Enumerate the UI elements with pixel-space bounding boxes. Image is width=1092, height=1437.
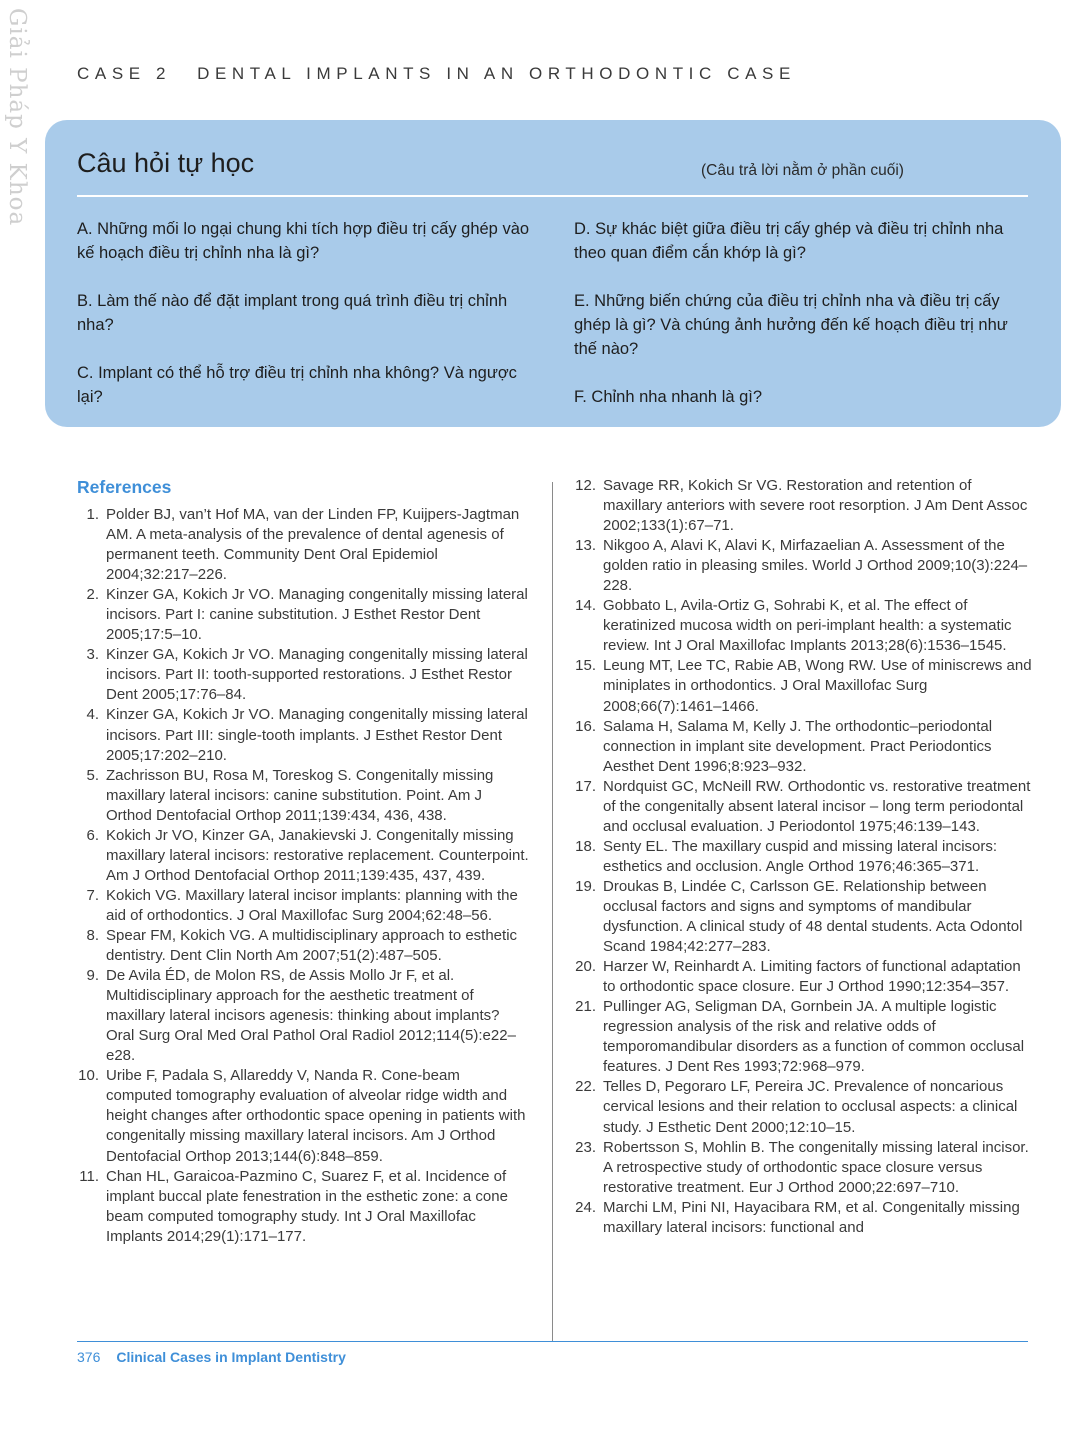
page-footer <box>77 1349 346 1365</box>
reference-item <box>77 926 529 966</box>
questions-divider <box>77 195 1028 197</box>
reference-item <box>77 705 529 765</box>
reference-number: 17. <box>575 777 596 795</box>
reference-text: Kinzer GA, Kokich Jr VO. Managing congenitally missing lateral incisors. Part II: tooth-supported restorations. J Esthet Restor Dent 2005;17:76–84. <box>106 646 528 704</box>
reference-text: Savage RR, Kokich Sr VG. Restoration and retention of maxillary anteriors with severe root resorption. J Am Dent Assoc 2002;133(1):67–71. <box>603 477 1028 535</box>
reference-item <box>77 645 529 705</box>
chapter-title: DENTAL IMPLANTS IN AN ORTHODONTIC CASE <box>197 64 796 83</box>
reference-text: Zachrisson BU, Rosa M, Toreskog S. Congenitally missing maxillary lateral incisors: canine substitution. Point. Am J Orthod Dentofacial Orthop 2011;139:434, 436, 438. <box>106 766 494 824</box>
reference-item <box>574 1198 1032 1238</box>
reference-item <box>574 656 1032 716</box>
reference-number: 12. <box>575 477 596 494</box>
reference-number: 6. <box>86 826 99 844</box>
reference-item <box>77 1066 529 1166</box>
reference-text: Senty EL. The maxillary cuspid and missing lateral incisors: esthetics and occlusion. Angle Orthod 1976;46:365–371. <box>603 837 998 875</box>
reference-item <box>77 1167 529 1247</box>
reference-text: Nordquist GC, McNeill RW. Orthodontic vs. restorative treatment of the congenitally absent lateral incisor – long term periodontal and occlusal evaluation. J Periodontol 1975;46:139–143. <box>603 777 1031 835</box>
references-right-column <box>574 476 1032 1238</box>
reference-item <box>574 476 1032 536</box>
reference-text: Harzer W, Reinhardt A. Limiting factors of functional adaptation to orthodontic space closure. Eur J Orthod 1990;12:354–357. <box>603 958 1021 996</box>
question-b: B. Làm thế nào để đặt implant trong quá trình điều trị chỉnh nha? <box>77 292 508 334</box>
reference-number: 4. <box>86 706 99 724</box>
reference-text: Kinzer GA, Kokich Jr VO. Managing congenitally missing lateral incisors. Part I: canine substitution. J Esthet Restor Dent 2005;17:5–10. <box>106 586 528 644</box>
reference-item <box>77 505 529 585</box>
reference-item <box>574 777 1032 837</box>
reference-number: 20. <box>575 958 596 976</box>
references-left-column <box>77 505 529 1247</box>
reference-number: 3. <box>86 646 99 664</box>
reference-item <box>574 997 1032 1077</box>
page-number: 376 <box>77 1349 101 1365</box>
question-a: A. Những mối lo ngại chung khi tích hợp điều trị cấy ghép vào kế hoạch điều trị chỉnh nha là gì? <box>77 220 530 262</box>
reference-text: Kokich VG. Maxillary lateral incisor implants: planning with the aid of orthodontics. J Oral Maxillofac Surg 2004;62:48–56. <box>106 886 518 924</box>
reference-number: 15. <box>575 657 596 675</box>
reference-item <box>77 886 529 926</box>
reference-item <box>574 1077 1032 1137</box>
watermark: Giải Pháp Y Khoa <box>4 8 30 227</box>
references-heading: References <box>77 477 172 497</box>
reference-number: 14. <box>575 597 596 615</box>
reference-text: Telles D, Pegoraro LF, Pereira JC. Prevalence of noncarious cervical lesions and their relation to occlusal aspects: a clinical study. J Esthetic Dent 2000;12:10–15. <box>603 1078 1018 1136</box>
column-divider <box>552 482 553 1342</box>
reference-item <box>77 585 529 645</box>
reference-text: Kinzer GA, Kokich Jr VO. Managing congenitally missing lateral incisors. Part III: single-tooth implants. J Esthet Restor Dent 2005;17:202–210. <box>106 706 528 764</box>
questions-title: Câu hỏi tự học <box>77 148 255 178</box>
reference-text: De Avila ÉD, de Molon RS, de Assis Mollo Jr F, et al. Multidisciplinary approach for the aesthetic treatment of maxillary lateral incisors agenesis: thinking about implants? Oral Surg Oral Med Oral Pathol Oral Radiol 2012;114(5):e22–e28. <box>106 967 516 1065</box>
reference-text: Droukas B, Lindée C, Carlsson GE. Relationship between occlusal factors and signs and symptoms of mandibular dysfunction. A clinical study of 48 dental students. Acta Odontol Scand 1984;42:277–283. <box>603 877 1023 956</box>
reference-text: Gobbato L, Avila-Ortiz G, Sohrabi K, et al. The effect of keratinized mucosa width on peri-implant health: a systematic review. Int J Oral Maxillofac Implants 2013;28(6):1536–1545. <box>603 597 1012 655</box>
reference-text: Uribe F, Padala S, Allareddy V, Nanda R. Cone-beam computed tomography evaluation of alveolar ridge width and height changes after orthodontic space opening in patients with congenitally missing maxillary lateral incisors. Am J Orthod Dentofacial Orthop 2013;144(6):848–859. <box>106 1067 526 1165</box>
footer-rule <box>77 1341 1028 1342</box>
question-c: C. Implant có thể hỗ trợ điều trị chỉnh nha không? Và ngược lại? <box>77 364 517 406</box>
question-f: F. Chỉnh nha nhanh là gì? <box>574 388 763 406</box>
reference-text: Kokich Jr VO, Kinzer GA, Janakievski J. Congenitally missing maxillary lateral incisors: restorative replacement. Counterpoint. Am J Orthod Dentofacial Orthop 2011;139:435, 437, 439. <box>106 826 529 884</box>
reference-text: Spear FM, Kokich VG. A multidisciplinary approach to esthetic dentistry. Dent Clin North Am 2007;51(2):487–505. <box>106 926 518 965</box>
reference-item <box>574 837 1032 877</box>
running-head <box>77 64 796 84</box>
reference-item <box>574 717 1032 777</box>
case-label: CASE 2 <box>77 64 172 83</box>
reference-text: Marchi LM, Pini NI, Hayacibara RM, et al. Congenitally missing maxillary lateral incisors: functional and <box>603 1198 1020 1236</box>
question-d: D. Sự khác biệt giữa điều trị cấy ghép và điều trị chỉnh nha theo quan điểm cắn khớp là gì? <box>574 220 1004 262</box>
book-title: Clinical Cases in Implant Dentistry <box>116 1349 346 1365</box>
reference-number: 19. <box>575 877 596 895</box>
reference-number: 8. <box>86 926 99 944</box>
questions-left-column <box>77 217 547 433</box>
reference-number: 7. <box>86 886 99 904</box>
answers-note: (Câu trả lời nằm ở phần cuối) <box>701 162 904 179</box>
reference-number: 21. <box>575 998 596 1016</box>
reference-text: Polder BJ, van’t Hof MA, van der Linden FP, Kuijpers-Jagtman AM. A meta-analysis of the prevalence of dental agenesis of permanent teeth. Community Dent Oral Epidemiol 2004;32:217–226. <box>106 506 520 584</box>
reference-item <box>574 596 1032 656</box>
reference-number: 16. <box>575 717 596 735</box>
reference-number: 10. <box>78 1067 99 1085</box>
reference-text: Salama H, Salama M, Kelly J. The orthodontic–periodontal connection in implant site development. Pract Periodontics Aesthet Dent 1996;8:923–932. <box>603 717 993 775</box>
reference-number: 5. <box>86 766 99 784</box>
reference-text: Chan HL, Garaicoa-Pazmino C, Suarez F, et al. Incidence of implant buccal plate fenestration in the esthetic zone: a cone beam computed tomography study. Int J Oral Maxillofac Implants 2014;29(1):171–177. <box>106 1167 508 1245</box>
reference-number: 2. <box>86 586 99 604</box>
reference-item <box>77 826 529 886</box>
reference-item <box>574 536 1032 596</box>
reference-item <box>77 766 529 826</box>
reference-text: Leung MT, Lee TC, Rabie AB, Wong RW. Use of miniscrews and miniplates in orthodontics. J Oral Maxillofac Surg 2008;66(7):1461–1466. <box>603 657 1032 715</box>
reference-text: Nikgoo A, Alavi K, Alavi K, Mirfazaelian A. Assessment of the golden ratio in pleasing smiles. World J Orthod 2009;10(3):224–228. <box>603 537 1028 595</box>
reference-number: 18. <box>575 837 596 855</box>
reference-item <box>574 957 1032 997</box>
reference-number: 9. <box>86 967 99 985</box>
reference-number: 11. <box>79 1167 99 1185</box>
reference-number: 23. <box>575 1138 596 1156</box>
reference-item <box>77 966 529 1066</box>
reference-number: 24. <box>575 1198 596 1216</box>
question-e: E. Những biến chứng của điều trị chỉnh nha và điều trị cấy ghép là gì? Và chúng ảnh hưởng đến kế hoạch điều trị như thế nào? <box>574 292 1008 358</box>
self-study-questions-box <box>45 120 1061 427</box>
reference-number: 22. <box>575 1078 596 1096</box>
reference-number: 13. <box>575 537 596 555</box>
reference-item <box>574 1138 1032 1198</box>
reference-text: Robertsson S, Mohlin B. The congenitally missing lateral incisor. A retrospective study of orthodontic space closure versus restorative treatment. Eur J Orthod 2000;22:697–710. <box>603 1138 1029 1196</box>
reference-item <box>574 877 1032 957</box>
reference-text: Pullinger AG, Seligman DA, Gornbein JA. A multiple logistic regression analysis of the risk and relative odds of temporomandibular disorders as a function of common occlusal features. J Dent Res 1993;72:968–979. <box>603 998 1025 1076</box>
reference-number: 1. <box>86 506 99 523</box>
questions-right-column <box>574 217 1029 433</box>
